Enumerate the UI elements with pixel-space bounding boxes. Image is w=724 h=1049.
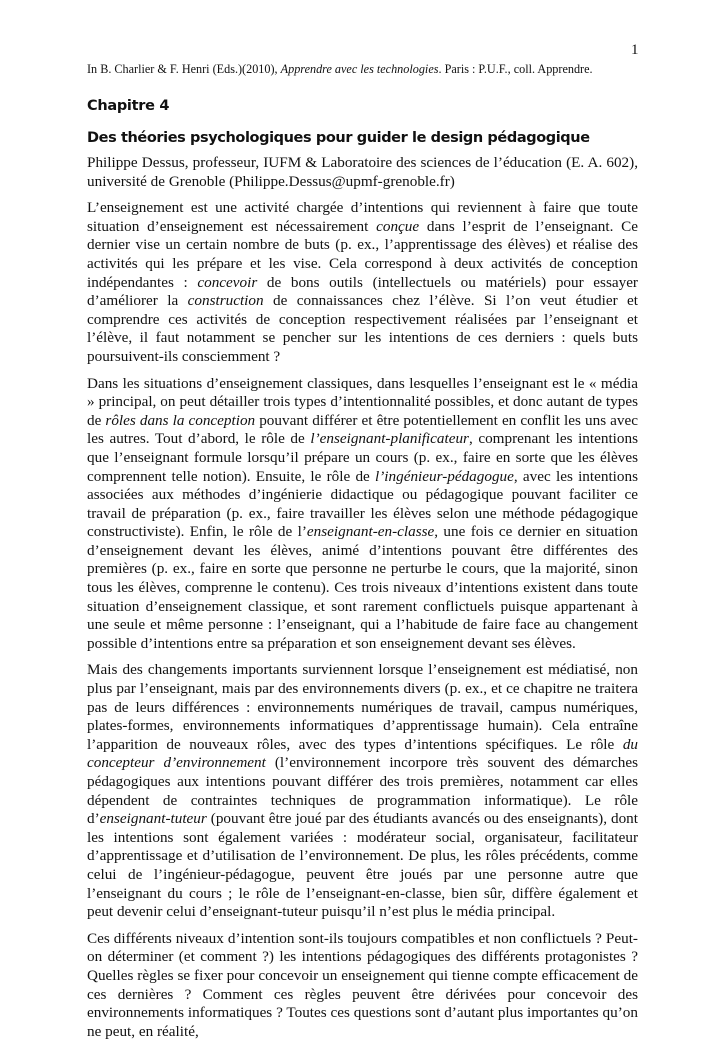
- text-segment: Dans les situations d’enseignement classiques, dans lesquelles l’enseignant est le « média » principal, on peut détailler trois types d’intentionnalité possibles, et donc autant de types de: [87, 374, 638, 429]
- italic-term: l’enseignant-planificateur: [310, 430, 469, 448]
- paragraph-3: [87, 661, 638, 921]
- text-segment: Ces différents niveaux d’intention sont-ils toujours compatibles et non conflictuels ? Peut-on déterminer (et comment ?) les intentions pédagogiques des différents protagonistes ? Quelles règles se fixer pour concevoir un enseignement qui tienne compte efficacement de ces dernières ? Comment ces règles peuvent être dérivées pour concevoir des environnements informatiques ? Toutes ces questions sont d’autant plus importantes qu’on ne peut, en réalité,: [87, 929, 638, 1040]
- text-segment: de connaissances chez l’élève. Si l’on veut étudier et comprendre ces activités de conception respectivement réalisées par l’enseignant et l’élève, il faut notamment se pencher sur les intentions de ces derniers : quels buts poursuivent-ils consciemment ?: [87, 292, 639, 365]
- chapter-title: Des théories psychologiques pour guider le design pédagogique: [87, 130, 590, 146]
- italic-term: concevoir: [197, 273, 258, 291]
- paragraph-4: [87, 930, 638, 1042]
- paragraph-1: [87, 199, 638, 366]
- text-segment: dans l’esprit de l’enseignant. Ce dernier vise un certain nombre de buts (p. ex., l’apprentissage des élèves) et réalise des activités qui les prépare et les vise. Cela correspond à deux activités de conception indépendantes :: [87, 217, 638, 291]
- author-affiliation: Philippe Dessus, professeur, IUFM & Laboratoire des sciences de l’éducation (E. A. 602), université de Grenoble (Philippe.Dessus@upmf-grenoble.fr): [87, 154, 638, 190]
- text-segment: , comprenant les intentions que l’enseignant formule lorsqu’il prépare un cours (p. ex., faire en sorte que les élèves comprennent telle notion). Ensuite, le rôle de: [87, 430, 638, 485]
- text-segment: (pouvant être joué par des étudiants avancés ou des enseignants), dont les intentions sont également variées : modérateur social, organisateur, facilitateur d’apprentissage et d’utilisation de l’environnement. De plus, les rôles précédents, comme celui de l’ingénieur-pédagogue, peuvent être joués par une personne autre que l’enseignant du cours ; le rôle de l’enseignant-en-classe, bien sûr, diffère également et peut devenir celui d’enseignant-tuteur puisqu’il n’est plus le média principal.: [87, 810, 638, 921]
- header-citation-suffix: . Paris : P.U.F., coll. Apprendre.: [438, 62, 593, 76]
- header-citation-prefix: In B. Charlier & F. Henri (Eds.)(2010),: [87, 62, 281, 76]
- text-segment: Mais des changements importants surviennent lorsque l’enseignement est médiatisé, non plus par l’enseignant, mais par des environnements divers (p. ex., et ce chapitre ne traitera pas de leurs différences : environnements numériques de travail, campus numériques, plates-formes, environnements informatiques d’apprentissage humain). Cela entraîne l’apparition de nouveaux rôles, avec des types d’intentions spécifiques. Le rôle: [87, 661, 638, 753]
- italic-term: du concepteur d’environnement: [87, 735, 638, 772]
- italic-term: rôles dans la conception: [105, 411, 256, 429]
- text-segment: , avec les intentions associées aux méthodes d’ingénierie didactique ou pédagogique pouvant faciliter ce travail de préparation (p. ex., faire travailler les élèves selon une méthode pédagogique constructiviste). Enfin, le rôle de l’: [87, 467, 638, 541]
- page-content: [87, 98, 638, 1049]
- paragraph-2: [87, 375, 638, 654]
- text-segment: , une fois ce dernier en situation d’enseignement devant les élèves, animé d’intentions pouvant être différentes des premières (p. ex., faire en sorte que personne ne perturbe le cours, que la majorité, sinon tous les élèves, comprenne le contenu). Ces trois niveaux d’intentions existent dans toute situation d’enseignement classique, et sont rarement conflictuels puisque appartenant à une seule et même personne : l’enseignant, qui a l’habitude de faire face au changement possible d’intentions entre sa préparation et son enseignement devant ses élèves.: [87, 523, 639, 652]
- italic-term: enseignant-tuteur: [99, 810, 207, 828]
- text-segment: de bons outils (intellectuels ou matériels) pour essayer d’améliorer la: [87, 273, 638, 310]
- italic-term: l’ingénieur-pédagogue: [375, 467, 514, 485]
- text-segment: (l’environnement incorpore très souvent des démarches pédagogiques aux intentions pouvant différer des trois premières, notamment car elles dépendent de contraintes techniques de programmation informatique). Le rôle d’: [87, 754, 638, 828]
- running-header: [87, 62, 647, 77]
- header-book-title: Apprendre avec les technologies: [280, 62, 439, 76]
- page-number: 1: [631, 42, 639, 58]
- chapter-label: Chapitre 4: [87, 98, 170, 114]
- italic-term: conçue: [376, 217, 420, 235]
- italic-term: enseignant-en-classe: [306, 523, 435, 541]
- text-segment: L’enseignement est une activité chargée d’intentions qui reviennent à faire que toute situation d’enseignement est nécessairement: [87, 199, 638, 235]
- italic-term: construction: [187, 292, 264, 310]
- text-segment: pouvant différer et être potentiellement en conflit les uns avec les autres. Tout d’abord, le rôle de: [87, 411, 638, 448]
